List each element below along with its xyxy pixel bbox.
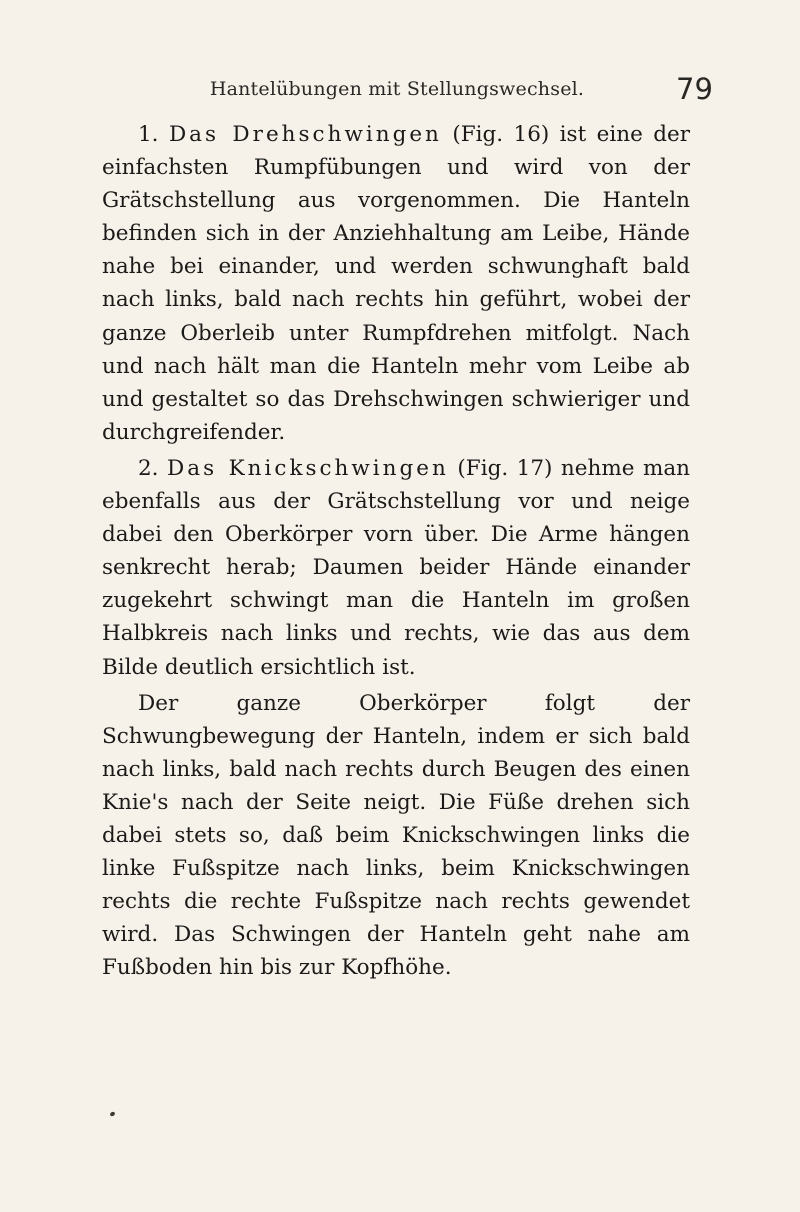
paragraph-number: 2. (138, 455, 159, 481)
running-head: Hantelübungen mit Stellungswechsel. (209, 78, 585, 100)
paragraph-text: (Fig. 17) nehme man ebenfalls aus der Grätschstellung vor und neige dabei den Oberkörper vorn über. Die Arme hängen senkrecht herab; Daumen beider Hände einander zugekehrt schwingt man die Hanteln im großen Halbkreis nach links und rechts, wie das aus dem Bilde deutlich ersichtlich ist. (102, 455, 691, 680)
paragraph-knickschwingen (102, 452, 690, 684)
page-number: 79 (676, 72, 713, 106)
paragraph-text: Der ganze Oberkörper folgt der Schwungbewegung der Hanteln, indem er sich bald nach links, bald nach rechts durch Beugen des einen Knie's nach der Seite neigt. Die Füße drehen sich dabei stets so, daß beim Knickschwingen links die linke Fußspitze nach links, beim Knickschwingen rechts die rechte Fußspitze nach rechts gewendet wird. Das Schwingen der Hanteln geht nahe am Fußboden hin bis zur Kopfhöhe. (102, 690, 690, 981)
exercise-term: Das Drehschwingen (168, 122, 442, 147)
paragraph-drehschwingen (102, 118, 690, 449)
print-speck (109, 1111, 115, 1117)
paragraph-number: 1. (138, 122, 159, 147)
paragraph-text: (Fig. 16) ist eine der einfachsten Rumpfübungen und wird von der Grätschstellung aus vorgenommen. Die Hanteln befinden sich in der Anziehhaltung am Leibe, Hände nahe bei einander, und werden schwunghaft bald nach links, bald nach rechts hin geführt, wobei der ganze Oberleib unter Rumpfdrehen mitfolgt. Nach und nach hält man die Hanteln mehr vom Leibe ab und gestaltet so das Drehschwingen schwieriger und durchgreifender. (102, 122, 690, 445)
exercise-term: Das Knickschwingen (167, 455, 449, 481)
paragraph-continuation (102, 687, 690, 985)
body-text (102, 118, 690, 984)
